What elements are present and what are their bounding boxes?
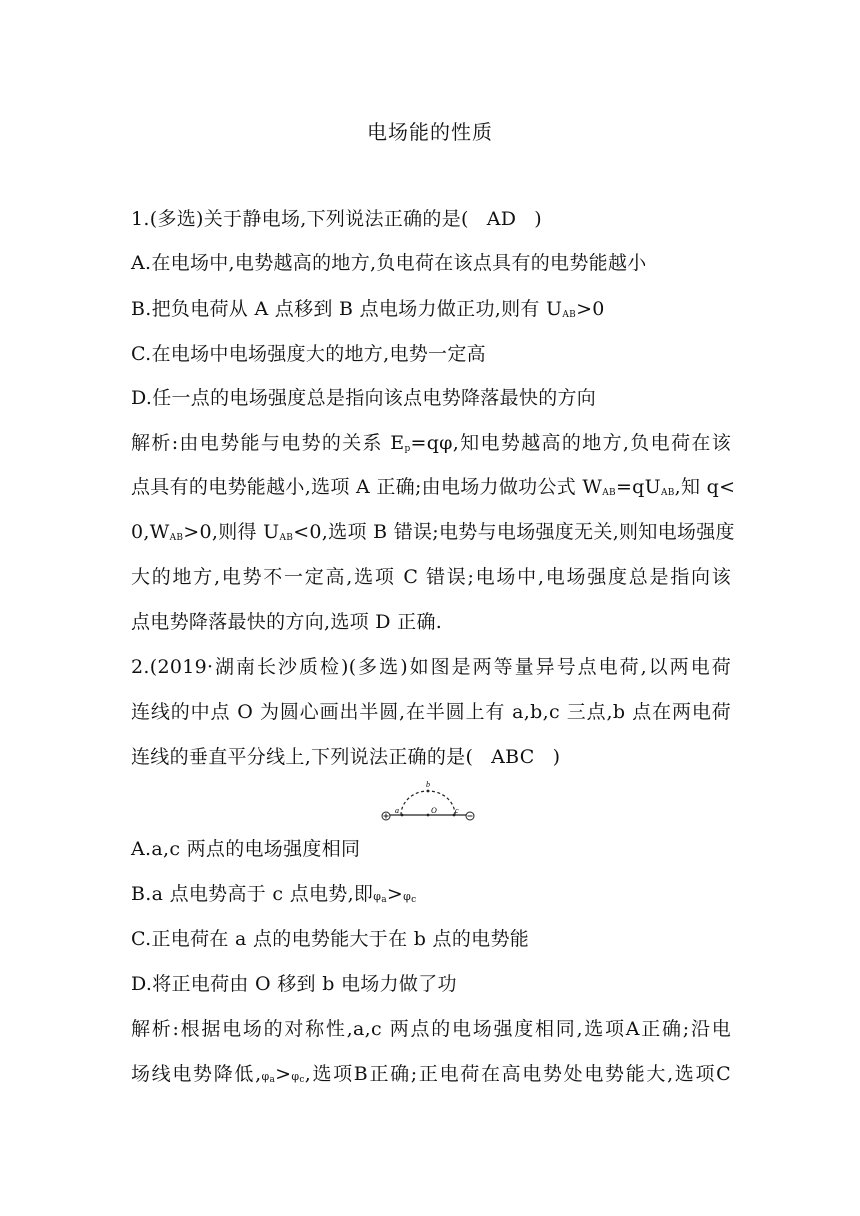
- q1-sol-sub: AB: [660, 488, 675, 498]
- q2-stem-close: ): [552, 746, 561, 768]
- q2-answer: ABC: [491, 746, 535, 768]
- q1-option-b-text: B.把负电荷从 A 点移到 B 点电场力做正功,则有 U: [131, 298, 563, 320]
- q2-stem-line-2: 连线的中点 O 为圆心画出半圆,在半圆上有 a,b,c 三点,b 点在两电荷: [131, 701, 731, 723]
- phi-symbol: φ: [291, 1070, 300, 1083]
- q1-sol-text: =qU: [615, 476, 661, 498]
- label-b: b: [426, 780, 430, 789]
- q2-option-b: [131, 881, 731, 913]
- charge-semicircle-figure: [378, 780, 478, 824]
- q1-stem-close: ): [534, 208, 542, 230]
- label-a: a: [395, 806, 399, 815]
- phi-symbol: φ: [373, 890, 382, 903]
- q1-solution-line-3: [131, 519, 735, 551]
- point-a-dot: [401, 814, 404, 817]
- q1-sol-sub: AB: [279, 533, 294, 543]
- q2-option-b-gt: >: [386, 883, 404, 905]
- q2-sol-text: 场线电势降低,: [131, 1063, 262, 1085]
- q1-sol-text: =qφ,知电势越高的地方,负电荷在该: [410, 432, 731, 454]
- q2-option-a: A.a,c 两点的电场强度相同: [131, 838, 361, 860]
- semicircle-arc: [401, 791, 455, 815]
- q1-stem: [131, 206, 731, 232]
- q2-solution-line-2: [131, 1061, 731, 1093]
- q2-sol-gt: >: [275, 1063, 292, 1085]
- q2-sol-sub: c: [299, 1075, 305, 1085]
- q1-sol-sub: AB: [169, 533, 184, 543]
- label-o: O: [431, 806, 437, 815]
- q1-option-b: [131, 296, 731, 328]
- q2-option-d: D.将正电荷由 O 移到 b 电场力做了功: [131, 973, 457, 995]
- q1-sol-text: <0,选项 B 错误;电势与电场强度无关,则知电场强度: [293, 521, 735, 543]
- phi-symbol: φ: [403, 890, 412, 903]
- q1-stem-text: 1.(多选)关于静电场,下列说法正确的是(: [131, 208, 469, 230]
- q1-option-c: C.在电场中电场强度大的地方,电势一定高: [131, 343, 486, 365]
- q1-solution-line-4: 大的地方,电势不一定高,选项 C 错误;电场中,电场强度总是指向该: [131, 566, 731, 588]
- q1-sol-text: ,知 q<: [674, 476, 736, 498]
- q2-sol-sub: a: [269, 1075, 276, 1085]
- q1-sol-text: 点具有的电势能越小,选项 A 正确;由电场力做功公式 W: [131, 476, 603, 498]
- q1-solution-line-5: 点电势降落最快的方向,选项 D 正确.: [131, 611, 443, 633]
- q1-sol-sub: AB: [602, 488, 616, 498]
- q2-option-b-sub: a: [381, 895, 387, 905]
- q2-solution-line-1: 解析:根据电场的对称性,a,c 两点的电场强度相同,选项A正确;沿电: [131, 1018, 731, 1040]
- q1-solution-line-2: [131, 474, 736, 506]
- point-o-dot: [427, 814, 430, 817]
- q1-sol-sub: p: [404, 444, 411, 454]
- q2-stem-line-1: 2.(2019·湖南长沙质检)(多选)如图是两等量异号点电荷,以两电荷: [131, 656, 731, 678]
- q1-sol-text: 解析:由电势能与电势的关系 E: [131, 432, 405, 454]
- q1-option-d: D.任一点的电场强度总是指向该点电势降落最快的方向: [131, 387, 597, 409]
- point-b-dot: [427, 790, 430, 793]
- q2-option-b-text: B.a 点电势高于 c 点电势,即: [131, 883, 374, 905]
- page-title: 电场能的性质: [367, 120, 493, 144]
- q2-option-c: C.正电荷在 a 点的电势能大于在 b 点的电势能: [131, 928, 530, 950]
- q1-solution-line-1: [131, 430, 731, 462]
- q1-sol-text: 0,W: [131, 521, 170, 543]
- q1-option-b-sub: AB: [562, 310, 577, 320]
- q2-stem-text: 连线的垂直平分线上,下列说法正确的是(: [131, 746, 474, 768]
- q2-option-b-sub: c: [411, 895, 417, 905]
- q1-answer: AD: [486, 208, 517, 230]
- q1-sol-text: >0,则得 U: [183, 521, 280, 543]
- phi-symbol: φ: [261, 1070, 270, 1083]
- label-c: c: [455, 806, 459, 815]
- q1-option-b-tail: >0: [576, 298, 605, 320]
- q1-option-a: A.在电场中,电势越高的地方,负电荷在该点具有的电势能越小: [131, 252, 647, 274]
- q2-sol-text: ,选项B正确;正电荷在高电势处电势能大,选项C: [304, 1063, 731, 1085]
- q2-stem-line-3: [131, 744, 731, 770]
